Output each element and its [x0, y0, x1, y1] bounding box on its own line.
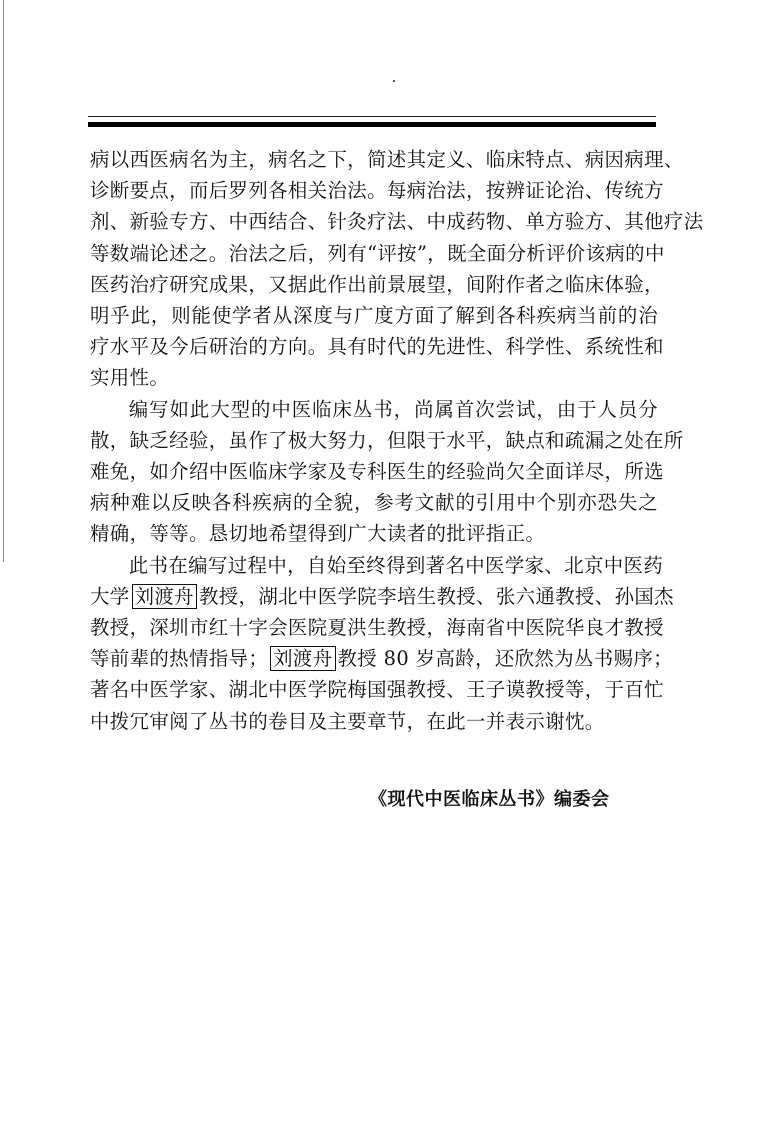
text-fragment: 等前辈的热情指导；	[90, 647, 269, 671]
header-rule-thick	[88, 122, 656, 127]
text-line: 病以西医病名为主，病名之下，简述其定义、临床特点、病因病理、	[90, 148, 684, 171]
text-line: 教授，深圳市红十字会医院夏洪生教授，海南省中医院华良才教授	[90, 616, 664, 640]
paragraph-1	[90, 144, 704, 394]
text-line: 病种难以反映各科疾病的全貌，参考文献的引用中个别亦恐失之	[90, 491, 658, 515]
text-fragment: 大学	[90, 584, 130, 608]
text-line: 著名中医学家、湖北中医学院梅国强教授、王子谟教授等，于百忙	[90, 678, 664, 702]
text-line: 散，缺乏经验，虽作了极大努力，但限于水平，缺点和疏漏之处在所	[90, 428, 684, 452]
boxed-name: 刘渡舟	[132, 584, 197, 609]
text-line: 实用性。	[90, 366, 170, 390]
paragraph-2	[90, 394, 684, 550]
text-line: 医药治疗研究成果，又据此作出前景展望，间附作者之临床体验，	[90, 272, 664, 296]
text-line: 难免，如介绍中医临床学家及专科医生的经验尚欠全面详尽，所选	[90, 460, 664, 484]
text-line: 中拨冗审阅了丛书的卷目及主要章节，在此一并表示谢忱。	[90, 709, 605, 733]
text-line	[90, 643, 673, 674]
text-line: 精确，等等。恳切地希望得到广大读者的批评指正。	[90, 522, 546, 546]
text-fragment: 教授，湖北中医学院李培生教授、张六通教授、孙国杰	[198, 584, 674, 608]
text-line: 编写如此大型的中医临床丛书，尚属首次尝试，由于人员分	[128, 397, 658, 421]
text-line: 明乎此，则能使学者从深度与广度方面了解到各科疾病当前的治	[90, 304, 658, 328]
top-mark	[393, 80, 395, 82]
paragraph-3	[90, 550, 674, 737]
signature: 《现代中医临床丛书》编委会	[369, 789, 610, 810]
text-line: 诊断要点，而后罗列各相关治法。每病治法，按辨证论治、传统方	[90, 179, 664, 203]
scan-edge-line	[3, 0, 4, 562]
header-rule-thin	[88, 116, 656, 117]
boxed-name: 刘渡舟	[270, 646, 335, 671]
text-line: 剂、新验专方、中西结合、针灸疗法、中成药物、单方验方、其他疗法	[90, 210, 704, 234]
text-line	[90, 581, 674, 612]
text-line: 疗水平及今后研治的方向。具有时代的先进性、科学性、系统性和	[90, 335, 664, 359]
text-fragment: 教授 80 岁高龄，还欣然为丛书赐序；	[337, 647, 673, 671]
text-line: 此书在编写过程中，自始至终得到著名中医学家、北京中医药	[128, 553, 664, 577]
page-body	[90, 144, 704, 737]
text-line: 等数端论述之。治法之后，列有“评按”，既全面分析评价该病的中	[90, 241, 665, 265]
